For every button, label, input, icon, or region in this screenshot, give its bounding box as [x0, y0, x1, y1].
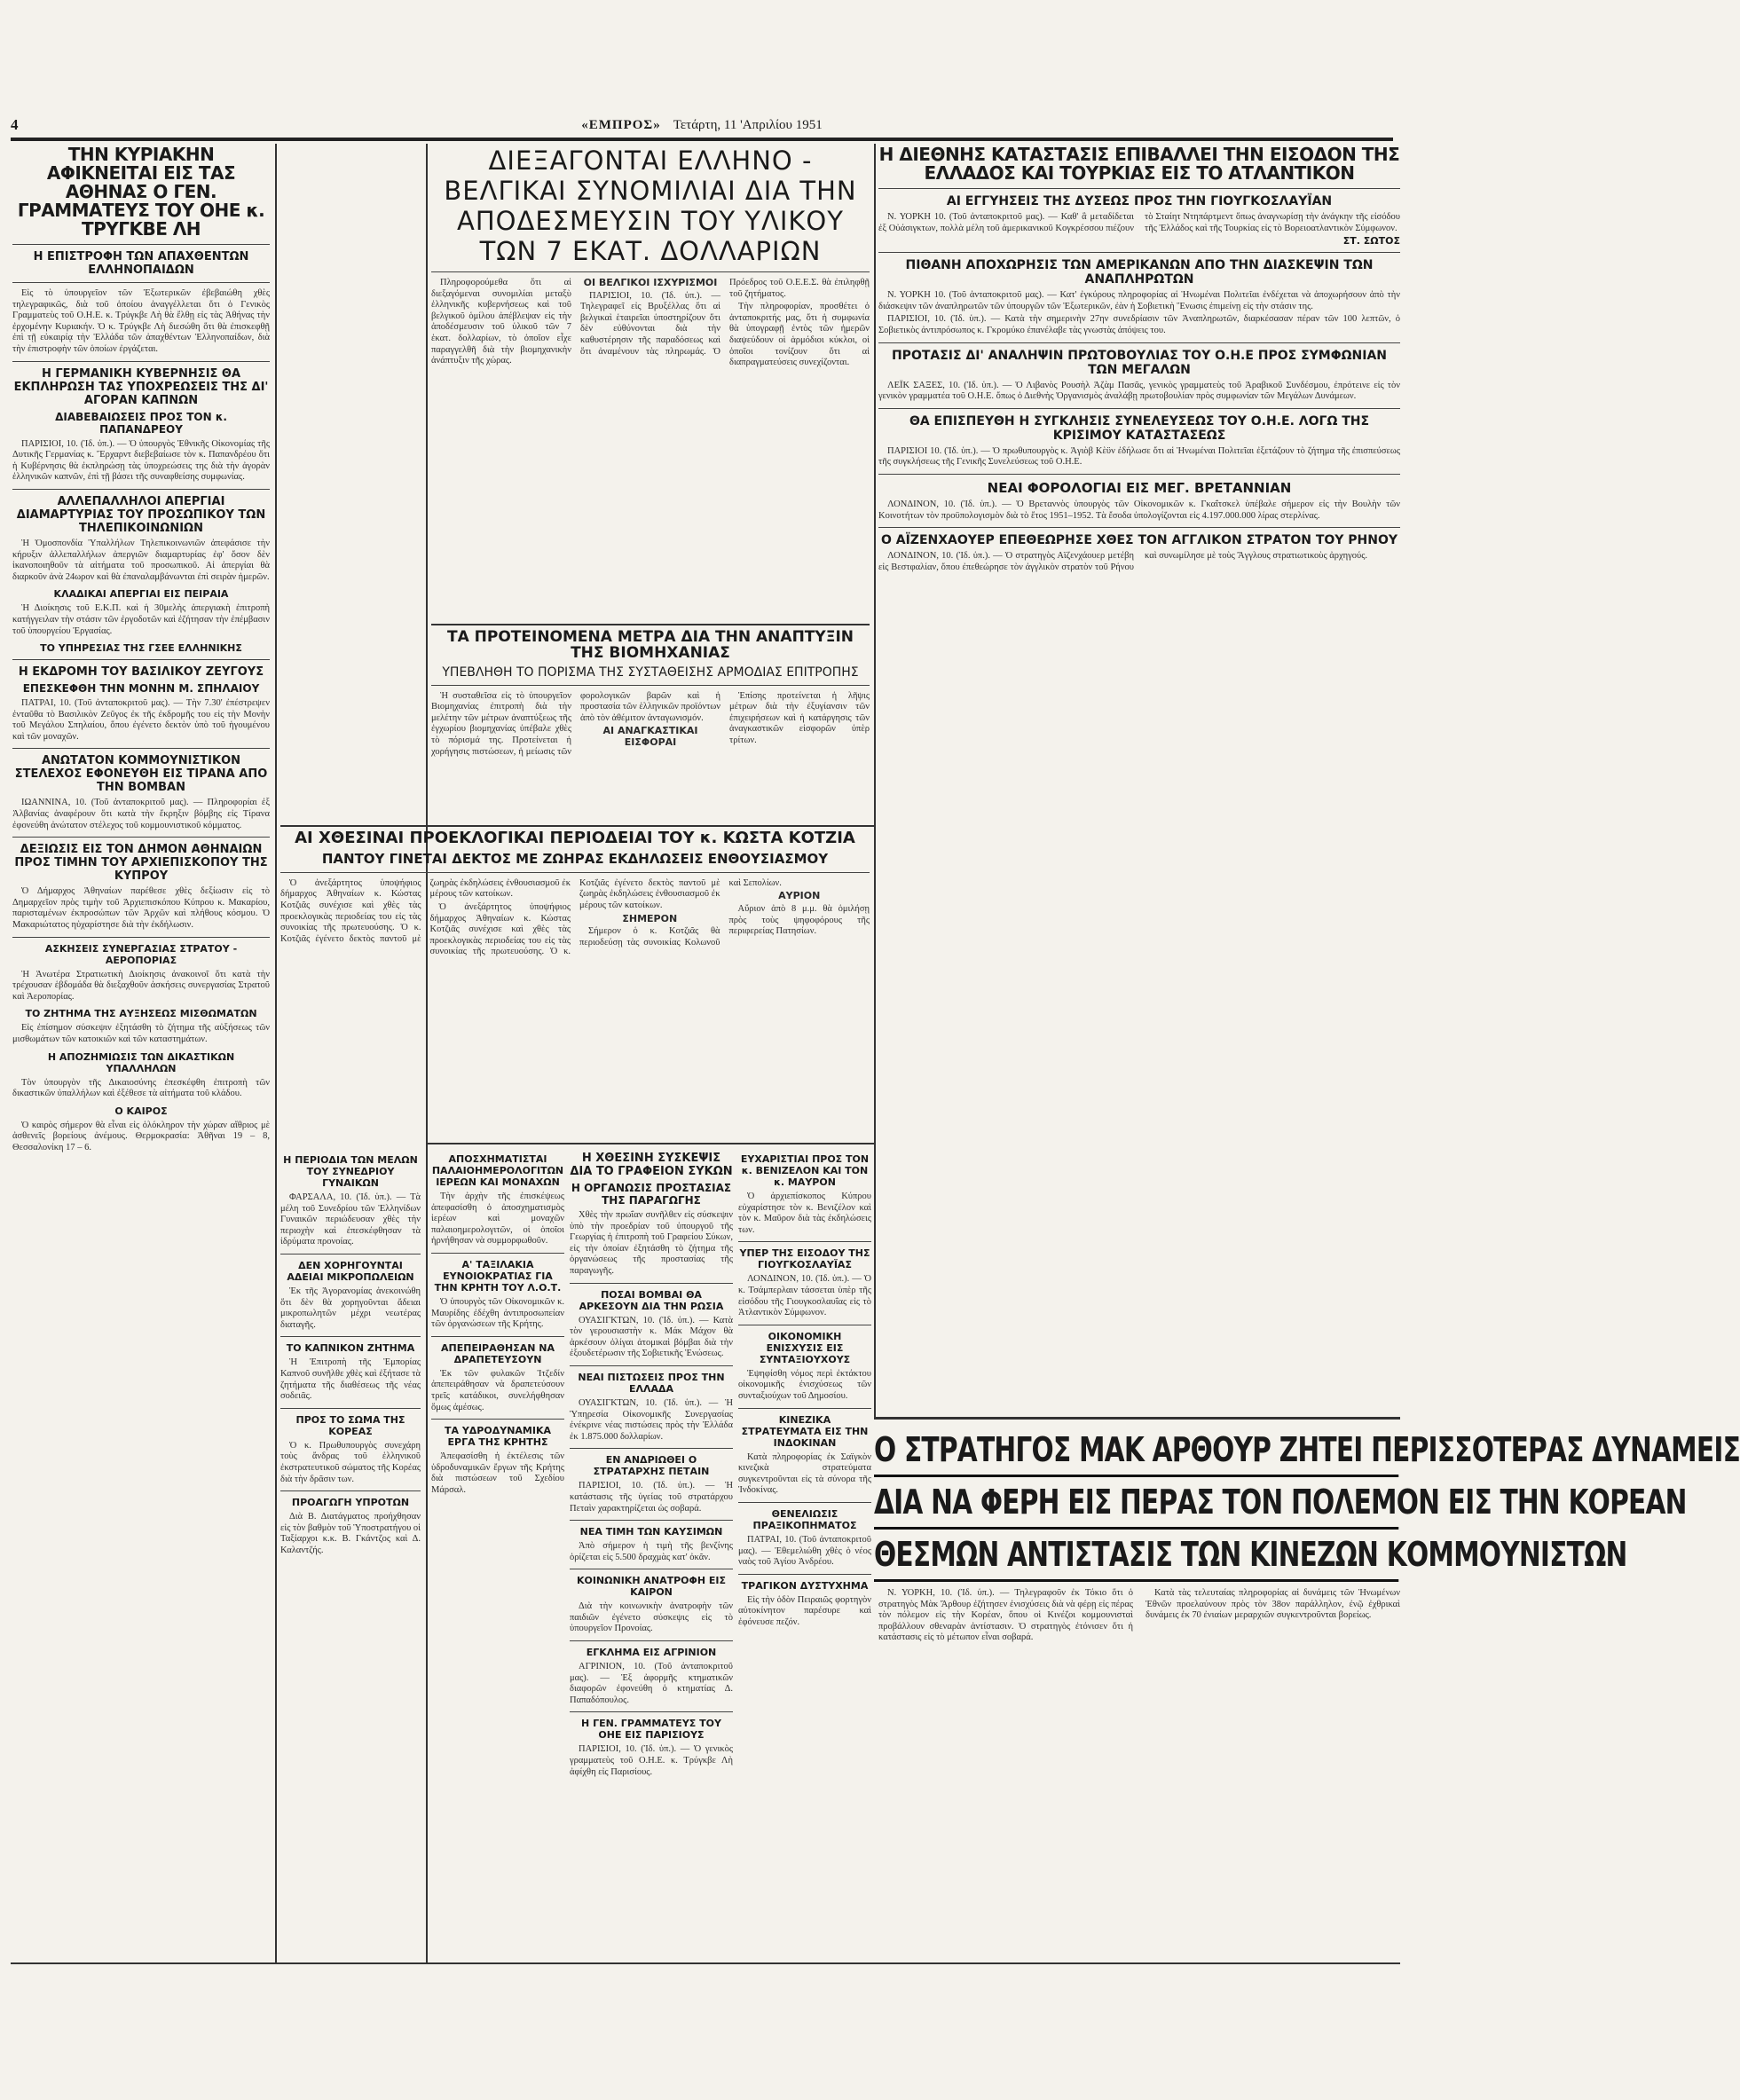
- column-2: [280, 1149, 421, 1956]
- article-text: ΟΥΑΣΙΓΚΤΩΝ, 10. (Ἰδ. ὑπ.). — Ἡ Ὑπηρεσία Οἰκονομικῆς Συνεργασίας ἐνέκρινε νέας πιστώσεις πρὸς τὴν Ἑλλάδα ἐκ 1.875.000 δολλαρίων.: [570, 1397, 733, 1442]
- section-rule: [280, 825, 874, 827]
- article-text: Ἡ Ἀνωτέρα Στρατιωτικὴ Διοίκησις ἀνακοινοῖ ὅτι κατὰ τὴν τρέχουσαν ἑβδομάδα θὰ διεξαχθοῦν ἀσκήσεις συνεργασίας Στρατοῦ καὶ Ἀεροπορίας.: [12, 969, 270, 1002]
- article-text: ΦΑΡΣΑΛΑ, 10. (Ἰδ. ὑπ.). — Τὰ μέλη τοῦ Συνεδρίου τῶν Ἑλληνίδων Γυναικῶν περιώδευσαν χθὲς τὴν περιοχὴν καὶ ἐπεσκέφθησαν τὰ ἱδρύματα προνοίας.: [280, 1192, 421, 1247]
- masthead: «ΕΜΠΡΟΣ»: [581, 117, 661, 132]
- column-1: [12, 146, 270, 1955]
- article-text: ΠΑΡΙΣΙΟΙ, 10. (Ἰδ. ὑπ.). — Ἡ κατάστασις τῆς ὑγείας τοῦ στρατάρχου Πεταὶν χαρακτηρίζεται ὡς σοβαρά.: [570, 1481, 733, 1514]
- article-text: Τὴν ἀρχὴν τῆς ἐπισκέψεως ἀπεφασίσθη ὁ ἀποσχηματισμὸς ἱερέων καὶ μοναχῶν παλαιοημερολογιτῶν, οἱ ὁποῖοι ἠρνήθησαν νὰ συμμορφωθοῦν.: [431, 1192, 564, 1247]
- article-text: Ἐκ τῆς Ἀγορανομίας ἀνεκοινώθη ὅτι δὲν θὰ χορηγοῦνται ἄδειαι μικροπωλητῶν μέχρι νεωτέρας διαταγῆς.: [280, 1286, 421, 1330]
- divider: [570, 1283, 733, 1284]
- subhead-gsee: ΤΟ ΥΠΗΡΕΣΙΑΣ ΤΗΣ ΓΣΕΕ ΕΛΛΗΝΙΚΗΣ: [40, 642, 242, 655]
- divider: [570, 1711, 733, 1712]
- subhead-bombs-russia: ΠΟΣΑΙ ΒΟΜΒΑΙ ΘΑ ΑΡΚΕΣΟΥΝ ΔΙΑ ΤΗΝ ΡΩΣΙΑ: [579, 1288, 724, 1312]
- divider: [878, 188, 1400, 189]
- article-text: ΛΕΪΚ ΣΑΞΕΣ, 10. (Ἰδ. ὑπ.). — Ὁ Λιβανὸς Ρουσὴλ Ἀζὰμ Πασᾶς, γενικὸς γραμματεὺς τοῦ Ἀραβικοῦ Συνδέσμου, ἐπρότεινε εἰς τὸν γενικὸν γραμματέα τοῦ Ο.Η.Ε. ὅπως ὁ Διεθνὴς Ὀργανισμὸς ἀναλάβῃ πρωτοβουλίαν πρὸς συμφωνίαν τῶν Μεγάλων Δυνάμεων.: [878, 380, 1400, 402]
- article-text: Ὁ κ. Πρωθυπουργὸς συνεχάρη τοὺς ἄνδρας τοῦ ἑλληνικοῦ ἐκστρατευτικοῦ σώματος τῆς Κορέας διὰ τὴν δρᾶσιν των.: [280, 1440, 421, 1484]
- macarthur-article: [878, 1588, 1400, 1952]
- headline-un-assembly: ΘΑ ΕΠΙΣΠΕΥΘΗ Η ΣΥΓΚΛΗΣΙΣ ΣΥΝΕΛΕΥΣΕΩΣ ΤΟΥ Ο.Η.Ε. ΛΟΓΩ ΤΗΣ ΚΡΙΣΙΜΟΥ ΚΑΤΑΣΤΑΣΕΩΣ: [909, 413, 1370, 443]
- macarthur-line-2: ΔΙΑ ΝΑ ΦΕΡΗ ΕΙΣ ΠΕΡΑΣ ΤΟΝ ΠΟΛΕΜΟΝ ΕΙΣ ΤΗΝ ΚΟΡΕΑΝ: [874, 1477, 1398, 1530]
- byline: ΣΤ. ΣΩΤΟΣ: [1342, 235, 1400, 248]
- divider: [431, 1419, 564, 1420]
- subhead-tobacco: ΤΟ ΚΑΠΝΙΚΟΝ ΖΗΤΗΜΑ: [286, 1342, 415, 1355]
- article-text: Ὁ ἀρχιεπίσκοπος Κύπρου εὐχαρίστησε τὸν κ. Βενιζέλον καὶ τὸν κ. Μαῦρον διὰ τὰς ἐκδηλώσεις των.: [738, 1192, 871, 1235]
- headline-german-tobacco: Η ΓΕΡΜΑΝΙΚΗ ΚΥΒΕΡΝΗΣΙΣ ΘΑ ΕΚΠΛΗΡΩΣΗ ΤΑΣ ΥΠΟΧΡΕΩΣΕΙΣ ΤΗΣ ΔΙ' ΑΓΟΡΑΝ ΚΑΠΝΩΝ: [13, 366, 269, 407]
- subhead-papandreou: ΔΙΑΒΕΒΑΙΩΣΕΙΣ ΠΡΟΣ ΤΟΝ κ. ΠΑΠΑΝΔΡΕΟΥ: [55, 410, 227, 436]
- subhead-promotions: ΠΡΟΑΓΩΓΗ ΥΠΡΟΤΩΝ: [291, 1497, 410, 1509]
- article-text: ΑΓΡΙΝΙΟΝ, 10. (Τοῦ ἀνταποκριτοῦ μας). — Ἐξ ἀφορμῆς κτηματικῶν διαφορῶν ἐφονεύθη ὁ κτηματίας Δ. Παπαδόπουλος.: [570, 1662, 733, 1705]
- subhead-hydro: ΤΑ ΥΔΡΟΔΥΝΑΜΙΚΑ ΕΡΓΑ ΤΗΣ ΚΡΗΤΗΣ: [444, 1425, 551, 1449]
- headline-atlantic-pact: Η ΔΙΕΘΝΗΣ ΚΑΤΑΣΤΑΣΙΣ ΕΠΙΒΑΛΛΕΙ ΤΗΝ ΕΙΣΟΔΟΝ ΤΗΣ ΕΛΛΑΔΟΣ ΚΑΙ ΤΟΥΡΚΙΑΣ ΕΙΣ ΤΟ ΑΤΛΑΝΤΙΚΟΝ: [878, 144, 1400, 184]
- article-text: ΠΑΡΙΣΙΟΙ, 10. (Ἰδ. ὑπ.). — Ὁ ὑπουργὸς Ἐθνικῆς Οἰκονομίας τῆς Δυτικῆς Γερμανίας κ. Ἔρχαρντ διεβεβαίωσε τὸν κ. Παπανδρέου ὅτι ἡ Κυβέρνησις θὰ ἐκπληρώσῃ τὰς ὑποχρεώσεις της διὰ τὴν ἀγορὰν ἑλληνικῶν καπνῶν, ἐπὶ τῇ βάσει τῆς συναφθείσης συμφωνίας.: [12, 438, 270, 483]
- headline-americans-withdraw: ΠΙΘΑΝΗ ΑΠΟΧΩΡΗΣΙΣ ΤΩΝ ΑΜΕΡΙΚΑΝΩΝ ΑΠΟ ΤΗΝ ΔΙΑΣΚΕΨΙΝ ΤΩΝ ΑΝΑΠΛΗΡΩΤΩΝ: [905, 258, 1374, 287]
- headline-un-initiative: ΠΡΟΤΑΣΙΣ ΔΙ' ΑΝΑΛΗΨΙΝ ΠΡΩΤΟΒΟΥΛΙΑΣ ΤΟΥ Ο.Η.Ε ΠΡΟΣ ΣΥΜΦΩΝΙΑΝ ΤΩΝ ΜΕΓΑΛΩΝ: [891, 348, 1388, 377]
- divider: [431, 685, 870, 686]
- divider: [12, 837, 270, 838]
- article-text: Διὰ τὴν κοινωνικὴν ἀνατροφὴν τῶν παιδιῶν ἐγένετο σύσκεψις εἰς τὸ ὑπουργεῖον Προνοίας.: [570, 1601, 733, 1634]
- article-text: ΛΟΝΔΙΝΟΝ, 10. (Ἰδ. ὑπ.). — Ὁ στρατηγὸς Αϊζενχάουερ μετέβη εἰς Βεστφαλίαν, ὅπου ἐπεθεώρησε τὸν ἀγγλικὸν στρατὸν τοῦ Ρήνου καὶ συνωμίλησε μὲ τοὺς Ἄγγλους στρατιωτικοὺς ἀρχηγούς.: [878, 551, 1368, 572]
- subhead-crete: Α' ΤΑΞΙΛΑΚΙΑ ΕΥΝΟΙΟΚΡΑΤΙΑΣ ΓΙΑ ΤΗΝ ΚΡΗΤΗ ΤΟΥ Λ.Ο.Τ.: [434, 1258, 562, 1294]
- divider: [280, 1490, 421, 1491]
- article-text: ΟΥΑΣΙΓΚΤΩΝ, 10. (Ἰδ. ὑπ.). — Κατὰ τὸν γερουσιαστὴν κ. Μάκ Μάχον θὰ ἀρκέσουν ὀλίγαι ἀτομικαὶ βόμβαι διὰ τὴν ἐξουδετέρωσιν τῆς Σοβιετικῆς Ἑνώσεως.: [570, 1315, 733, 1359]
- article-text: ΙΩΑΝΝΙΝΑ, 10. (Τοῦ ἀνταποκριτοῦ μας). — Πληροφορίαι ἐξ Ἀλβανίας ἀναφέρουν ὅτι κατὰ τὴν ἔκρηξιν βόμβης εἰς Τίρανα ἐφονεύθη ἀνώτατον στέλεχος τοῦ κομμουνιστικοῦ κόμματος.: [12, 798, 270, 830]
- column-rule: [874, 144, 876, 1417]
- article-text: Ἐκ τῶν φυλακῶν Ἰτζεδίν ἀπεπειράθησαν νὰ δραπετεύσουν τρεῖς κατάδικοι, συνελήφθησαν ὅμως ἀμέσως.: [431, 1368, 564, 1412]
- subhead-accident: ΤΡΑΓΙΚΟΝ ΔΥΣΤΥΧΗΜΑ: [741, 1579, 869, 1592]
- article-text: Ν. ΥΟΡΚΗ 10. (Τοῦ ἀνταποκριτοῦ μας). — Κατ' ἐγκύρους πληροφορίας αἱ Ἡνωμέναι Πολιτεῖαι ἐνδέχεται νὰ ἀποχωρήσουν ἀπὸ τὴν διάσκεψιν τῶν ἀναπληρωτῶν τῶν ὑπουργῶν τῶν Ἐξωτερικῶν, ἐὰν ἡ Σοβιετικὴ Ἕνωσις ἐπιμείνῃ εἰς τὴν στάσιν της. ΠΑΡΙΣΙΟΙ, 10. (Ἰδ. ὑπ.). — Κατὰ τὴν σημερινὴν 27ην συνεδρίασιν τῶν Ἀναπληρωτῶν, διαρκέσασαν πέραν τῶν 100 λεπτῶν, ὁ Σοβιετικὸς ἀντιπρόσωπος κ. Γκρομύκο ἐπανέλαβε τὰς γνωστὰς ἀπόψεις του.: [878, 290, 1400, 335]
- section-rule: [431, 624, 870, 625]
- subhead-licences: ΔΕΝ ΧΟΡΗΓΟΥΝΤΑΙ ΑΔΕΙΑΙ ΜΙΚΡΟΠΩΛΕΙΩΝ: [287, 1259, 414, 1283]
- article-text: Πληροφορούμεθα ὅτι αἱ διεξαγόμεναι συνομιλίαι μεταξὺ ἑλληνικῆς κυβερνήσεως καὶ τοῦ βελγικοῦ ὁμίλου ἀπέβλεψαν εἰς τὴν ἀποδέσμευσιν τοῦ ὑλικοῦ τῶν 7 ἑκατ. δολλαρίων, τὸ ὁποῖον εἶχε παραγγελθῆ διὰ τὴν βιομηχανικὴν ἀνάπτυξιν τῆς χώρας. ΟΙ ΒΕΛΓΙΚΟΙ ΙΣΧΥΡΙΣΜΟΙ ΠΑΡΙΣΙΟΙ, 10. (Ἰδ. ὑπ.). — Τηλεγραφεῖ εἰς Βρυξέλλας ὅτι αἱ βελγικαὶ ἑταιρεῖαι ὑποστηρίζουν ὅτι δὲν εὐθύνονται διὰ τὴν καθυστέρησιν τῆς παραδόσεως καὶ ὅτι ἀναμένουν τὰς πληρωμάς. Ὁ Πρόεδρος τοῦ Ο.Ε.Ε.Σ. θὰ ἐπιληφθῇ τοῦ ζητήματος. Τὴν πληροφορίαν, προσθέτει ὁ ἀνταποκριτής μας, ὅτι ἡ συμφωνία θὰ ὑπογραφῇ ἐντὸς τῶν ἡμερῶν διαψεύδουν οἱ ἁρμόδιοι κύκλοι, οἱ ὁποῖοι τονίζουν ὅτι αἱ διαπραγματεύσεις συνεχίζονται.: [431, 277, 870, 368]
- divider: [12, 244, 270, 245]
- subhead-escape: ΑΠΕΠΕΙΡΑΘΗΣΑΝ ΝΑ ΔΡΑΠΕΤΕΥΣΟΥΝ: [441, 1341, 555, 1365]
- divider: [12, 282, 270, 283]
- subhead-fuel-price: ΝΕΑ ΤΙΜΗ ΤΩΝ ΚΑΥΣΙΜΩΝ: [579, 1526, 723, 1538]
- divider: [12, 489, 270, 490]
- headline-belgian-talks: ΔΙΕΞΑΓΟΝΤΑΙ ΕΛΛΗΝΟ - ΒΕΛΓΙΚΑΙ ΣΥΝΟΜΙΛΙΑΙ ΔΙΑ ΤΗΝ ΑΠΟΔΕΣΜΕΥΣΙΝ ΤΟΥ ΥΛΙΚΟΥ ΤΩΝ 7 ΕΚΑΤ. ΔΟΛΛΑΡΙΩΝ: [444, 146, 857, 266]
- article-text: Ἀπεφασίσθη ἡ ἐκτέλεσις τῶν ὑδροδυναμικῶν ἔργων τῆς Κρήτης διὰ πιστώσεων τοῦ Σχεδίου Μάρσαλ.: [431, 1451, 564, 1495]
- divider: [878, 474, 1400, 475]
- column-rule: [275, 144, 277, 1962]
- bottom-col-b: [570, 1148, 733, 1955]
- headline-archbishop-reception: ΔΕΞΙΩΣΙΣ ΕΙΣ ΤΟΝ ΔΗΜΟΝ ΑΘΗΝΑΙΩΝ ΠΡΟΣ ΤΙΜΗΝ ΤΟΥ ΑΡΧΙΕΠΙΣΚΟΠΟΥ ΤΗΣ ΚΥΠΡΟΥ: [14, 843, 268, 884]
- subhead-piraeus-strikes: ΚΛΑΔΙΚΑΙ ΑΠΕΡΓΙΑΙ ΕΙΣ ΠΕΙΡΑΙΑ: [53, 588, 229, 601]
- subhead-court-staff: Η ΑΠΟΖΗΜΙΩΣΙΣ ΤΩΝ ΔΙΚΑΣΤΙΚΩΝ ΥΠΑΛΛΗΛΩΝ: [47, 1050, 235, 1074]
- divider: [12, 361, 270, 362]
- subhead-pensioners: ΟΙΚΟΝΟΜΙΚΗ ΕΝΙΣΧΥΣΙΣ ΕΙΣ ΣΥΝΤΑΞΙΟΥΧΟΥΣ: [759, 1330, 851, 1365]
- subhead-weather: Ο ΚΑΙΡΟΣ: [114, 1105, 168, 1117]
- section-rule: [874, 1417, 1400, 1420]
- article-text: Εἰς ἐπίσημον σύσκεψιν ἐξητάσθη τὸ ζήτημα τῆς αὐξήσεως τῶν μισθωμάτων τῶν κατοικιῶν καὶ τῶν καταστημάτων.: [12, 1023, 270, 1044]
- headline-telecom-strikes: ΑΛΛΕΠΑΛΛΗΛΟΙ ΑΠΕΡΓΙΑΙ ΔΙΑΜΑΡΤΥΡΙΑΣ ΤΟΥ ΠΡΟΣΩΠΙΚΟΥ ΤΩΝ ΤΗΛΕΠΙΚΟΙΝΩΝΙΩΝ: [16, 494, 266, 535]
- divider: [878, 408, 1400, 409]
- article-text: Ν. ΥΟΡΚΗ 10. (Τοῦ ἀνταποκριτοῦ μας). — Καθ' ἃ μεταδίδεται ἐξ Οὐάσιγκτων, πολλὰ μέλη τοῦ ἀμερικανικοῦ Κογκρέσσου πιέζουν τὸ Σταίητ Ντηπάρτμεντ ὅπως ἀναγνωρίσῃ τὴν ἀνάγκην τῆς εἰσόδου τῆς Ἑλλάδος καὶ τῆς Τουρκίας εἰς τὸ Βορειοατλαντικὸν Σύμφωνον.: [878, 212, 1400, 233]
- article-text: ΛΟΝΔΙΝΟΝ, 10. (Ἰδ. ὑπ.). — Ὁ κ. Τσάμπερλαιν τάσσεται ὑπὲρ τῆς εἰσόδου τῆς Γιουγκοσλαυΐας εἰς τὸ Ἀτλαντικὸν Σύμφωνον.: [738, 1274, 871, 1318]
- subhead-production: Η ΟΡΓΑΝΩΣΙΣ ΠΡΟΣΤΑΣΙΑΣ ΤΗΣ ΠΑΡΑΓΩΓΗΣ: [571, 1182, 732, 1207]
- subhead-thanks: ΕΥΧΑΡΙΣΤΙΑΙ ΠΡΟΣ ΤΟΝ κ. ΒΕΝΙΖΕΛΟΝ ΚΑΙ ΤΟΝ κ. ΜΑΥΡΟΝ: [740, 1153, 870, 1188]
- article-text: Ἀπὸ σήμερον ἡ τιμὴ τῆς βενζίνης ὁρίζεται εἰς 5.500 δραχμὰς κατ' ὀκᾶν.: [570, 1541, 733, 1562]
- article-text: ΠΑΤΡΑΙ, 10. (Τοῦ ἀνταποκριτοῦ μας). — Ἐθεμελιώθη χθὲς ὁ νέος ναὸς τοῦ Ἁγίου Ἀνδρέου.: [738, 1534, 871, 1568]
- divider: [431, 1336, 564, 1337]
- subhead-indochina: ΚΙΝΕΖΙΚΑ ΣΤΡΑΤΕΥΜΑΤΑ ΕΙΣ ΤΗΝ ΙΝΔΟΚΙΝΑΝ: [741, 1413, 869, 1449]
- article-text: Ὁ Δήμαρχος Ἀθηναίων παρέθεσε χθὲς δεξίωσιν εἰς τὸ Δημαρχεῖον πρὸς τιμὴν τοῦ Ἀρχιεπισκόπου Κύπρου κ. Μακαρίου, παρισταμένων ἐκπροσώπων τῶν Ἀρχῶν καὶ πλήθους κόσμου. Ὁ Μακαριώτατος ηὐχαρίστησε διὰ τὴν ἐκδήλωσιν.: [12, 886, 270, 931]
- divider: [570, 1520, 733, 1521]
- column-4: [878, 146, 1400, 1412]
- subhead-enthusiasm: ΠΑΝΤΟΥ ΓΙΝΕΤΑΙ ΔΕΚΤΟΣ ΜΕ ΖΩΗΡΑΣ ΕΚΔΗΛΩΣΕΙΣ ΕΝΘΟΥΣΙΑΣΜΟΥ: [321, 850, 829, 867]
- bottom-col-a: [431, 1148, 564, 1955]
- headline-uk-taxes: ΝΕΑΙ ΦΟΡΟΛΟΓΙΑΙ ΕΙΣ ΜΕΓ. ΒΡΕΤΑΝΝΙΑΝ: [987, 479, 1292, 496]
- article-text: ΠΑΤΡΑΙ, 10. (Τοῦ ἀνταποκριτοῦ μας). — Τὴν 7.30' ἐπέστρεψεν ἐνταῦθα τὸ Βασιλικὸν Ζεῦγος ἐκ τῆς ἐκδρομῆς του εἰς τὴν Μονὴν τοῦ Μεγάλου Σπηλαίου, ὅπου ἐγένετο δεκτὸν ὑπὸ τοῦ ἡγουμένου καὶ τῶν μοναχῶν.: [12, 698, 270, 742]
- bottom-rule: [11, 1962, 1400, 1964]
- article-text: Εἰς τὴν ὁδὸν Πειραιῶς φορτηγὸν αὐτοκίνητον παρέσυρε καὶ ἐφόνευσε πεζόν.: [738, 1594, 871, 1627]
- article-text: Ν. ΥΟΡΚΗ, 10. (Ἰδ. ὑπ.). — Τηλεγραφοῦν ἐκ Τόκιο ὅτι ὁ στρατηγὸς Μὰκ Ἄρθουρ ἐζήτησεν ἐνισχύσεις διὰ νὰ φέρῃ εἰς πέρας τὸν πόλεμον εἰς τὴν Κορέαν, ὅπου οἱ Κινέζοι κομμουνισταὶ προβάλλουν σθεναρὰν ἀντίστασιν. Ὁ στρατηγὸς ἐτόνισεν ὅτι ἡ κατάστασις εἰς τὸ μέτωπον εἶναι σοβαρά. Κατὰ τὰς τελευταίας πληροφορίας αἱ δυνάμεις τῶν Ἡνωμένων Ἐθνῶν προελαύνουν πρὸς τὸν 38ον παράλληλον, ἐνῷ ἐχθρικαὶ δυνάμεις ἐκ 70 ἐνιαίων μεραρχιῶν συγκεντροῦνται βορείως.: [878, 1588, 1400, 1643]
- headline-tirana-bomb: ΑΝΩΤΑΤΟΝ ΚΟΜΜΟΥΝΙΣΤΙΚΟΝ ΣΤΕΛΕΧΟΣ ΕΦΟΝΕΥΘΗ ΕΙΣ ΤΙΡΑΝΑ ΑΠΟ ΤΗΝ ΒΟΜΒΑΝ: [14, 754, 268, 795]
- macarthur-line-1: Ο ΣΤΡΑΤΗΓΟΣ ΜΑΚ ΑΡΘΟΥΡ ΖΗΤΕΙ ΠΕΡΙΣΣΟΤΕΡΑΣ ΔΥΝΑΜΕΙΣ: [874, 1425, 1398, 1477]
- macarthur-line-3: ΘΕΣΜΩΝ ΑΝΤΙΣΤΑΣΙΣ ΤΩΝ ΚΙΝΕΖΩΝ ΚΟΜΜΟΥΝΙΣΤΩΝ: [874, 1530, 1398, 1582]
- headline-trygve-lie: ΤΗΝ ΚΥΡΙΑΚΗΝ ΑΦΙΚΝΕΙΤΑΙ ΕΙΣ ΤΑΣ ΑΘΗΝΑΣ Ο ΓΕΝ. ΓΡΑΜΜΑΤΕΥΣ ΤΟΥ ΟΗΕ κ. ΤΡΥΓΚΒΕ ΛΗ: [17, 144, 265, 240]
- subhead-new-credits: ΝΕΑΙ ΠΙΣΤΩΣΕΙΣ ΠΡΟΣ ΤΗΝ ΕΛΛΑΔΑ: [578, 1371, 725, 1395]
- divider: [738, 1502, 871, 1503]
- divider: [12, 659, 270, 660]
- divider: [738, 1574, 871, 1575]
- divider: [570, 1448, 733, 1449]
- subhead-women-congress: Η ΠΕΡΙΟΔΙΑ ΤΩΝ ΜΕΛΩΝ ΤΟΥ ΣΥΝΕΔΡΙΟΥ ΓΥΝΑΙΚΩΝ: [283, 1154, 418, 1189]
- industry-article: [431, 630, 870, 821]
- subhead-rents: ΤΟ ΖΗΤΗΜΑ ΤΗΣ ΑΥΞΗΣΕΩΣ ΜΙΣΘΩΜΑΤΩΝ: [25, 1008, 257, 1020]
- divider: [12, 937, 270, 938]
- subhead-clergy: ΑΠΟΣΧΗΜΑΤΙΣΤΑΙ ΠΑΛΑΙΟΗΜΕΡΟΛΟΓΙΤΩΝ ΙΕΡΕΩΝ ΚΑΙ ΜΟΝΑΧΩΝ: [431, 1153, 564, 1188]
- subhead-yugoslavia-entry: ΥΠΕΡ ΤΗΣ ΕΙΣΟΔΟΥ ΤΗΣ ΓΙΟΥΓΚΟΣΛΑΥΪΑΣ: [739, 1247, 870, 1271]
- article-text: Ἐψηφίσθη νόμος περὶ ἐκτάκτου οἰκονομικῆς ἐνισχύσεως τῶν συνταξιούχων τοῦ Δημοσίου.: [738, 1368, 871, 1401]
- subhead-children: Η ΕΠΙΣΤΡΟΦΗ ΤΩΝ ΑΠΑΧΘΕΝΤΩΝ ΕΛΛΗΝΟΠΑΙΔΩΝ: [33, 250, 249, 277]
- divider: [431, 1253, 564, 1254]
- article-text: Ἡ Ἐπιτροπὴ τῆς Ἐμπορίας Καπνοῦ συνῆλθε χθὲς καὶ ἐξήτασε τὰ ζητήματα τῆς διαθέσεως τῆς νέας σοδειᾶς.: [280, 1357, 421, 1402]
- belgian-talks-article: [431, 146, 870, 620]
- subhead-yugoslavia: ΑΙ ΕΓΓΥΗΣΕΙΣ ΤΗΣ ΔΥΣΕΩΣ ΠΡΟΣ ΤΗΝ ΓΙΟΥΓΚΟΣΛΑΥΪΑΝ: [946, 194, 1333, 208]
- page-number: 4: [11, 116, 19, 133]
- subhead-committee-report: ΥΠΕΒΛΗΘΗ ΤΟ ΠΟΡΙΣΜΑ ΤΗΣ ΣΥΣΤΑΘΕΙΣΗΣ ΑΡΜΟΔΙΑΣ ΕΠΙΤΡΟΠΗΣ: [442, 665, 859, 680]
- headline-kotzias: ΑΙ ΧΘΕΣΙΝΑΙ ΠΡΟΕΚΛΟΓΙΚΑΙ ΠΕΡΙΟΔΕΙΑΙ ΤΟΥ κ. ΚΩΣΤΑ ΚΟΤΖΙΑ: [295, 829, 855, 847]
- subhead-army-exercises: ΑΣΚΗΣΕΙΣ ΣΥΝΕΡΓΑΣΙΑΣ ΣΤΡΑΤΟΥ - ΑΕΡΟΠΟΡΙΑΣ: [44, 942, 238, 966]
- section-rule: [426, 1143, 874, 1144]
- article-text: ΠΑΡΙΣΙΟΙ, 10. (Ἰδ. ὑπ.). — Ὁ γενικὸς γραμματεὺς τοῦ Ο.Η.Ε. κ. Τρύγκβε Λὴ ἀφίχθη εἰς Παρισίους.: [570, 1744, 733, 1777]
- divider: [570, 1365, 733, 1366]
- subhead-korea-corps: ΠΡΟΣ ΤΟ ΣΩΜΑ ΤΗΣ ΚΟΡΕΑΣ: [295, 1413, 405, 1437]
- subhead-agrinion: ΕΓΚΛΗΜΑ ΕΙΣ ΑΓΡΙΝΙΟΝ: [586, 1647, 717, 1659]
- article-text: Ὁ ἀνεξάρτητος ὑποψήφιος δήμαρχος Ἀθηναίων κ. Κώστας Κοτζιᾶς συνέχισε καὶ χθὲς τὰς προεκλογικὰς περιοδείας του εἰς τὰς συνοικίας τῆς πρωτευούσης. Ὁ κ. Κοτζιᾶς ἐγένετο δεκτὸς παντοῦ μὲ ζωηρὰς ἐκδηλώσεις ἐνθουσιασμοῦ ἐκ μέρους τῶν κατοίκων. Ὁ ἀνεξάρτητος ὑποψήφιος δήμαρχος Ἀθηναίων κ. Κώστας Κοτζιᾶς συνέχισε καὶ χθὲς τὰς προεκλογικὰς περιοδείας του εἰς τὰς συνοικίας τῆς πρωτευούσης. Ὁ κ. Κοτζιᾶς ἐγένετο δεκτὸς παντοῦ μὲ ζωηρὰς ἐκδηλώσεις ἐνθουσιασμοῦ ἐκ μέρους τῶν κατοίκων. ΣΗΜΕΡΟΝ Σήμερον ὁ κ. Κοτζιᾶς θὰ περιοδεύσῃ τὰς συνοικίας Κολωνοῦ καὶ Σεπολίων. ΑΥΡΙΟΝ Αὔριον ἀπὸ 8 μ.μ. θὰ ὁμιλήσῃ πρὸς τοὺς ψηφοφόρους τῆς περιφερείας Πατησίων.: [280, 877, 870, 957]
- divider: [878, 252, 1400, 253]
- issue-date: Τετάρτη, 11 'Απριλίου 1951: [673, 117, 823, 132]
- headline-figs-office: Η ΧΘΕΣΙΝΗ ΣΥΣΚΕΨΙΣ ΔΙΑ ΤΟ ΓΡΑΦΕΙΟΝ ΣΥΚΩΝ: [570, 1152, 733, 1178]
- article-text: Χθὲς τὴν πρωΐαν συνῆλθεν εἰς σύσκεψιν ὑπὸ τὴν προεδρίαν τοῦ ὑπουργοῦ τῆς Γεωργίας ἡ ἐπιτροπὴ τοῦ Γραφείου Σύκων, εἰς τὴν ὁποίαν ἐξητάσθη τὸ ζήτημα τῆς ὀργανώσεως τῆς προστασίας τῆς παραγωγῆς.: [570, 1210, 733, 1276]
- divider: [12, 748, 270, 749]
- headline-eisenhower: Ο ΑΪΖΕΝΧΑΟΥΕΡ ΕΠΕΘΕΩΡΗΣΕ ΧΘΕΣ ΤΟΝ ΑΓΓΛΙΚΟΝ ΣΤΡΑΤΟΝ ΤΟΥ ΡΗΝΟΥ: [880, 533, 1398, 548]
- article-text: Διὰ Β. Διατάγματος προήχθησαν εἰς τὸν βαθμὸν τοῦ Ὑποστρατήγου οἱ Ταξίαρχοι κ.κ. Β. Γκάντζος καὶ Δ. Καλαντζής.: [280, 1512, 421, 1555]
- headline-royal-trip: Η ΕΚΔΡΟΜΗ ΤΟΥ ΒΑΣΙΛΙΚΟΥ ΖΕΥΓΟΥΣ: [18, 665, 264, 680]
- headline-industry-measures: ΤΑ ΠΡΟΤΕΙΝΟΜΕΝΑ ΜΕΤΡΑ ΔΙΑ ΤΗΝ ΑΝΑΠΤΥΞΙΝ ΤΗΣ ΒΙΟΜΗΧΑΝΙΑΣ: [446, 628, 854, 662]
- kotzias-article: [280, 830, 870, 1137]
- divider: [280, 1336, 421, 1337]
- subhead-spilaiou: ΕΠΕΣΚΕΦΘΗ ΤΗΝ ΜΟΝΗΝ Μ. ΣΠΗΛΑΙΟΥ: [22, 682, 260, 696]
- weather-text: Ὁ καιρὸς σήμερον θὰ εἶναι εἰς ὁλόκληρον τὴν χώραν αἴθριος μὲ ἀσθενεῖς βορείους ἀνέμους. Θερμοκρασία: Ἀθῆναι 19 – 8, Θεσσαλονίκη 17 – 6.: [12, 1120, 270, 1152]
- subhead-petain: ΕΝ ΑΝΔΡΙΩΘΕΙ Ο ΣΤΡΑΤΑΡΧΗΣ ΠΕΤΑΙΝ: [593, 1454, 710, 1478]
- subhead-foundation: ΘΕΝΕΛΙΩΣΙΣ ΠΡΑΞΙΚΟΠΗΜΑΤΟΣ: [752, 1507, 857, 1531]
- macarthur-headline: [874, 1425, 1740, 1582]
- divider: [570, 1640, 733, 1641]
- article-text: ΠΑΡΙΣΙΟΙ 10. (Ἰδ. ὑπ.). — Ὁ πρωθυπουργὸς κ. Ἀγιὸβ Κὲϋν ἐδήλωσε ὅτι αἱ Ἡνωμέναι Πολιτεῖαι ἐξετάζουν τὸ ζήτημα τῆς ἐπισπεύσεως τῆς συγκλήσεως τῆς Γενικῆς Συνελεύσεως τοῦ Ο.Η.Ε.: [878, 445, 1400, 468]
- article-text: Ἡ Ὁμοσπονδία Ὑπαλλήλων Τηλεπικοινωνιῶν ἀπεφάσισε τὴν κήρυξιν ἀλλεπαλλήλων ἀπεργιῶν διαμαρτυρίας ἐφ' ὅσον δὲν ἱκανοποιηθοῦν τὰ αἰτήματα τοῦ προσωπικοῦ. Αἱ ἀπεργίαι θὰ διαρκοῦν ἀνὰ 24ωρον καὶ θὰ ἐπαναλαμβάνωνται ἐπὶ σειρὰν ἡμερῶν.: [12, 538, 270, 582]
- divider: [738, 1408, 871, 1409]
- running-head: [11, 114, 1393, 137]
- top-rule: [11, 138, 1393, 141]
- divider: [878, 342, 1400, 343]
- divider: [431, 271, 870, 272]
- subhead-social-care: ΚΟΙΝΩΝΙΚΗ ΑΝΑΤΡΟΦΗ ΕΙΣ ΚΑΙΡΟΝ: [576, 1575, 727, 1599]
- subhead-un-paris: Η ΓΕΝ. ΓΡΑΜΜΑΤΕΥΣ ΤΟΥ ΟΗΕ ΕΙΣ ΠΑΡΙΣΙΟΥΣ: [581, 1718, 721, 1742]
- divider: [280, 1408, 421, 1409]
- article-text: Ἡ συσταθεῖσα εἰς τὸ ὑπουργεῖον Βιομηχανίας ἐπιτροπὴ διὰ τὴν μελέτην τῶν μέτρων ἀναπτύξεως τῆς ἐγχωρίου βιομηχανίας ὑπέβαλε χθὲς τὸ πόρισμά της. Προτείνεται ἡ χορήγησις πιστώσεων, ἡ μείωσις τῶν φορολογικῶν βαρῶν καὶ ἡ προστασία τῶν ἑλληνικῶν προϊόντων ἀπὸ τὸν ἀθέμιτον ἀνταγωνισμόν. ΑΙ ΑΝΑΓΚΑΣΤΙΚΑΙ ΕΙΣΦΟΡΑΙ Ἐπίσης προτείνεται ἡ λῆψις μέτρων διὰ τὴν ἐξυγίανσιν τῶν ἐπιχειρήσεων καὶ ἡ κατάργησις τῶν ἀναγκαστικῶν εἰσφορῶν ὑπὲρ τρίτων.: [431, 690, 870, 757]
- divider: [280, 872, 870, 873]
- article-text: Τὸν ὑπουργὸν τῆς Δικαιοσύνης ἐπεσκέφθη ἐπιτροπὴ τῶν δικαστικῶν ὑπαλλήλων καὶ ἐξέθεσε τὰ αἰτήματα τοῦ κλάδου.: [12, 1077, 270, 1099]
- article-text: Ὁ ὑπουργὸς τῶν Οἰκονομικῶν κ. Μαυρίδης ἐδέχθη ἀντιπροσωπείαν τῶν ὀργανώσεων τῆς Κρήτης.: [431, 1296, 564, 1330]
- article-text: Εἰς τὸ ὑπουργεῖον τῶν Ἐξωτερικῶν ἐβεβαιώθη χθὲς τηλεγραφικῶς, διὰ τοῦ ὁποίου ἀναγγέλλεται ὅτι ὁ Γενικὸς Γραμματεὺς τοῦ Ο.Η.Ε. κ. Τρύγκβε Λὴ θὰ ἔλθῃ εἰς τὰς Ἀθήνας τὴν ἐρχομένην Κυριακήν. Ὁ κ. Τρύγκβε Λὴ διεσώθη ὅτι θὰ ἐπισκεφθῇ ἐπὶ τῇ εὐκαιρίᾳ τὴν Ἑλλάδα τῶν ἀπαχθέντων Ἑλληνοπαίδων, διὰ τὴν ἐπιστροφὴν τῶν ὁποίων ἐργάζεται.: [12, 288, 270, 354]
- article-text: Κατὰ πληροφορίας ἐκ Σαϊγκὸν κινεζικὰ στρατεύματα συγκεντροῦνται εἰς τὰ σύνορα τῆς Ἰνδοκίνας.: [738, 1451, 871, 1496]
- bottom-col-c: [738, 1148, 871, 1955]
- divider: [878, 527, 1400, 528]
- divider: [738, 1241, 871, 1242]
- article-text: ΛΟΝΔΙΝΟΝ, 10. (Ἰδ. ὑπ.). — Ὁ Βρεταννὸς ὑπουργὸς τῶν Οἰκονομικῶν κ. Γκαΐτσκελ ὑπέβαλε σήμερον εἰς τὴν Βουλὴν τῶν Κοινοτήτων τὸν προϋπολογισμὸν διὰ τὸ ἔτος 1951–1952. Τὰ ἔσοδα ὑπολογίζονται εἰς 4.197.000.000 λίρας στερλίνας.: [878, 499, 1400, 521]
- article-text: Ἡ Διοίκησις τοῦ Ε.Κ.Π. καὶ ἡ 30μελὴς ἀπεργιακὴ ἐπιτροπὴ κατήγγειλαν τὴν στάσιν τῶν ἐργοδοτῶν καὶ ἐζήτησαν τὴν ἐπέμβασιν τοῦ ὑπουργείου Ἐργασίας.: [12, 603, 270, 636]
